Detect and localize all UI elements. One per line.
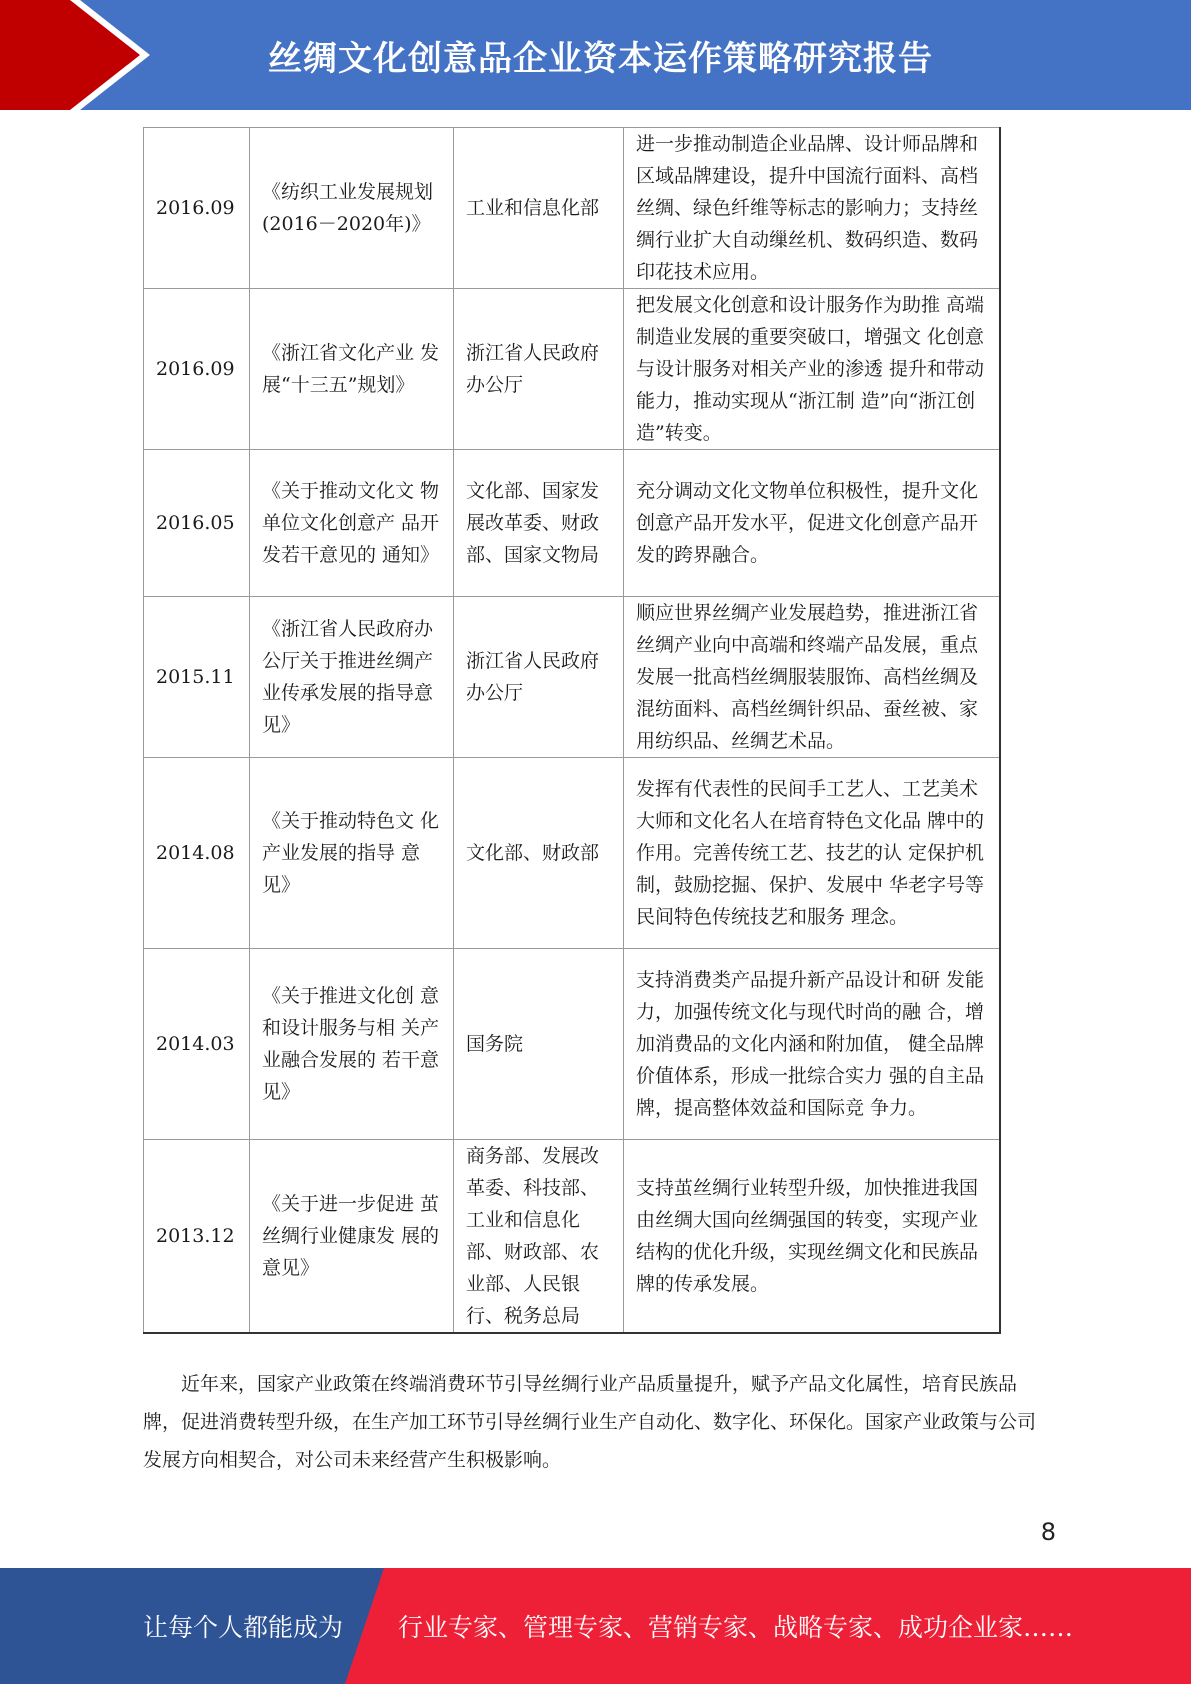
date-cell: 2016.05 (144, 450, 250, 597)
table-row (144, 949, 1000, 1140)
table-row (144, 1140, 1000, 1334)
date-cell: 2016.09 (144, 128, 250, 289)
page-footer (0, 1568, 1191, 1684)
page-number: 8 (1040, 1518, 1056, 1546)
date-cell: 2014.08 (144, 758, 250, 949)
page-header (0, 0, 1191, 110)
document-cell: 《关于进一步促进 茧丝绸行业健康发 展的意见》 (250, 1140, 454, 1334)
document-cell: 《关于推进文化创 意和设计服务与相 关产业融合发展的 若干意见》 (250, 949, 454, 1140)
table-row (144, 450, 1000, 597)
table-row (144, 597, 1000, 758)
content-cell: 支持茧丝绸行业转型升级，加快推进我国由丝绸大国向丝绸强国的转变，实现产业结构的优化升级，实现丝绸文化和民族品牌的传承发展。 (624, 1140, 1000, 1334)
department-cell: 工业和信息化部 (454, 128, 624, 289)
policy-table (143, 127, 1001, 1334)
department-cell: 文化部、国家发 展改革委、财政 部、国家文物局 (454, 450, 624, 597)
department-cell: 商务部、发展改革委、科技部、工业和信息化部、财政部、农业部、人民银行、税务总局 (454, 1140, 624, 1334)
department-cell: 浙江省人民政府办公厅 (454, 597, 624, 758)
document-cell: 《浙江省文化产业 发展“十三五”规划》 (250, 289, 454, 450)
department-cell: 国务院 (454, 949, 624, 1140)
content-cell: 把发展文化创意和设计服务作为助推 高端制造业发展的重要突破口，增强文 化创意与设计服务对相关产业的渗透 提升和带动能力，推动实现从“浙江制 造”向“浙江创造”转变。 (624, 289, 1000, 450)
document-cell: 《纺织工业发展规划(2016－2020年)》 (250, 128, 454, 289)
table-row (144, 128, 1000, 289)
department-cell: 文化部、财政部 (454, 758, 624, 949)
table-row (144, 758, 1000, 949)
report-title: 丝绸文化创意品企业资本运作策略研究报告 (268, 38, 933, 79)
content-cell: 进一步推动制造企业品牌、设计师品牌和区域品牌建设，提升中国流行面料、高档丝绸、绿色纤维等标志的影响力；支持丝绸行业扩大自动缫丝机、数码织造、数码印花技术应用。 (624, 128, 1000, 289)
footer-slogan-right: 行业专家、管理专家、营销专家、战略专家、成功企业家…… (398, 1613, 1074, 1642)
date-cell: 2014.03 (144, 949, 250, 1140)
document-cell: 《浙江省人民政府办公厅关于推进丝绸产业传承发展的指导意见》 (250, 597, 454, 758)
content-cell: 顺应世界丝绸产业发展趋势，推进浙江省丝绸产业向中高端和终端产品发展，重点发展一批高档丝绸服装服饰、高档丝绸及混纺面料、高档丝绸针织品、蚕丝被、家用纺织品、丝绸艺术品。 (624, 597, 1000, 758)
content-cell: 支持消费类产品提升新产品设计和研 发能力，加强传统文化与现代时尚的融 合，增加消费品的文化内涵和附加值， 健全品牌价值体系，形成一批综合实力 强的自主品牌，提高整体效益和国际竞 争力。 (624, 949, 1000, 1140)
content-cell: 发挥有代表性的民间手工艺人、工艺美术大师和文化名人在培育特色文化品 牌中的作用。完善传统工艺、技艺的认 定保护机制，鼓励挖掘、保护、发展中 华老字号等民间特色传统技艺和服务 理念。 (624, 758, 1000, 949)
document-cell: 《关于推动文化文 物单位文化创意产 品开发若干意见的 通知》 (250, 450, 454, 597)
summary-paragraph: 近年来，国家产业政策在终端消费环节引导丝绸行业产品质量提升，赋予产品文化属性，培育民族品牌，促进消费转型升级，在生产加工环节引导丝绸行业生产自动化、数字化、环保化。国家产业政策与公司发展方向相契合，对公司未来经营产生积极影响。 (143, 1373, 1037, 1471)
date-cell: 2015.11 (144, 597, 250, 758)
date-cell: 2016.09 (144, 289, 250, 450)
department-cell: 浙江省人民政府 办公厅 (454, 289, 624, 450)
content-cell: 充分调动文化文物单位积极性，提升文化创意产品开发水平，促进文化创意产品开发的跨界融合。 (624, 450, 1000, 597)
footer-slogan-left: 让每个人都能成为 (143, 1613, 344, 1642)
table-row (144, 289, 1000, 450)
document-cell: 《关于推动特色文 化产业发展的指导 意见》 (250, 758, 454, 949)
date-cell: 2013.12 (144, 1140, 250, 1334)
